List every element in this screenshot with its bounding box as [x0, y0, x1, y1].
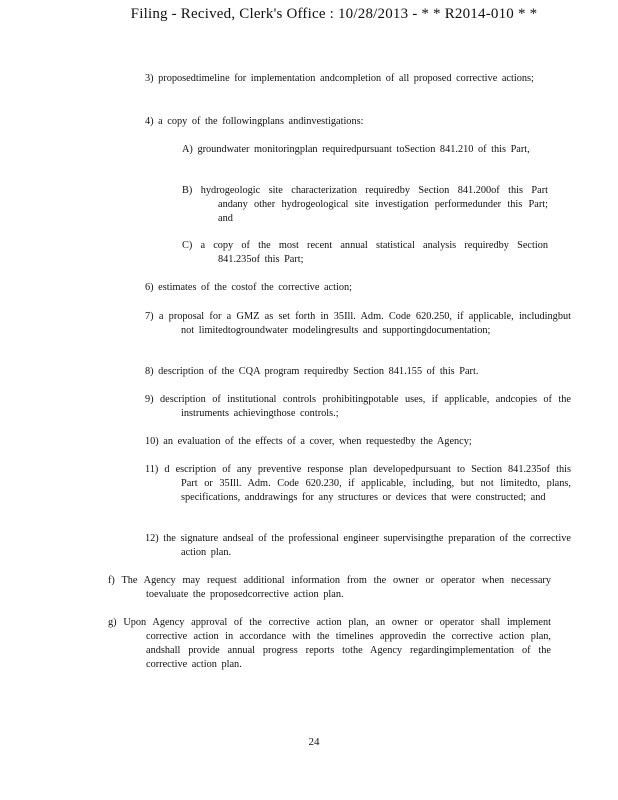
list-item-8: 8) description of the CQA program requiredby Section 841.155 of this Part.	[145, 366, 479, 377]
list-item-12: 12) the signature andseal of the professional engineer supervisingthe preparation of the corrective action plan.	[145, 533, 572, 558]
list-item-11: 11) d escription of any preventive response plan developedpursuant to Section 841.235of this Part or 35Ill. Adm. Code 620.230, if applicable, including, but not limitedto, plans, specifications, anddrawings for any structures or devices that were constructed; and	[145, 464, 571, 503]
list-item-7: 7) a proposal for a GMZ as set forth in 35Ill. Adm. Code 620.250, if applicable, includingbut not limitedtogroundwater modelingresults and supportingdocumentation;	[145, 311, 571, 336]
list-item-9: 9) description of institutional controls prohibitingpotable uses, if applicable, andcopies of the instruments achievingthose controls.;	[145, 394, 571, 419]
list-item-4c: C) a copy of the most recent annual statistical analysis requiredby Section 841.235of this Part;	[182, 240, 548, 265]
list-item-4b: B) hydrogeologic site characterization requiredby Section 841.200of this Part andany other hydrogeological site investigation performedunder this Part; and	[182, 185, 548, 224]
list-item-4: 4) a copy of the followingplans andinvestigations:	[145, 116, 364, 127]
page-number: 24	[308, 736, 320, 748]
list-item-g: g) Upon Agency approval of the corrective action plan, an owner or operator shall implement corrective action in accordance with the timelines approvedin the corrective action plan, andshall provide annual progress reports tothe Agency regardingimplementation of the corrective action plan.	[108, 617, 551, 670]
list-item-f: f) The Agency may request additional information from the owner or operator when necessary toevaluate the proposedcorrective action plan.	[108, 575, 551, 600]
list-item-4a: A) groundwater monitoringplan requiredpursuant toSection 841.210 of this Part,	[182, 144, 530, 155]
list-item-3: 3) proposedtimeline for implementation andcompletion of all proposed corrective actions;	[145, 73, 534, 84]
list-item-6: 6) estimates of the costof the corrective action;	[145, 282, 352, 293]
filing-stamp-header: Filing - Recived, Clerk's Office : 10/28/2013 - * * R2014-010 * *	[130, 6, 538, 22]
list-item-10: 10) an evaluation of the effects of a cover, when requestedby the Agency;	[145, 436, 472, 447]
